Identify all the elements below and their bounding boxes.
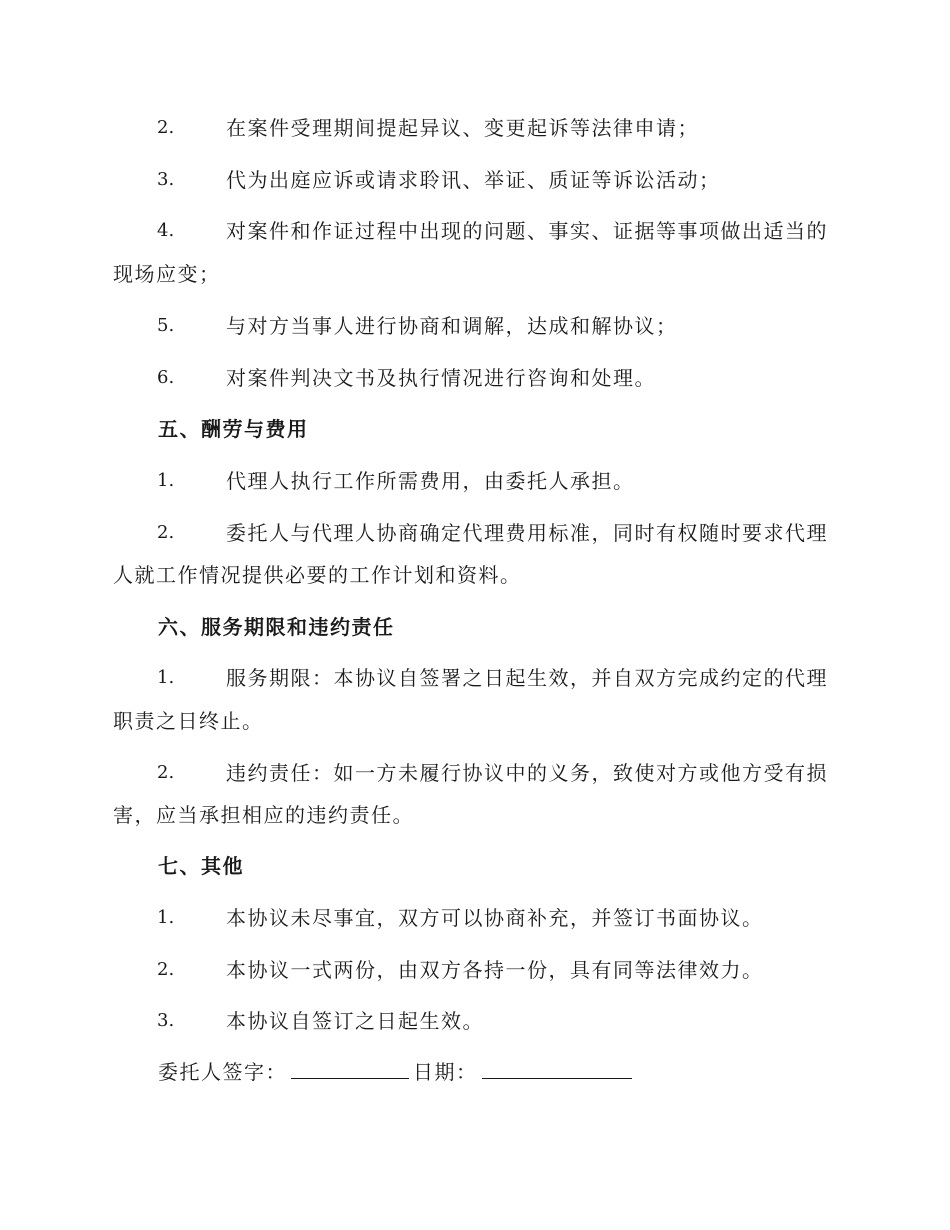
item-text: 本协议一式两份，由双方各持一份，具有同等法律效力。 [226,958,764,982]
item-text: 服务期限：本协议自签署之日起生效，并自双方完成约定的代理 [226,666,828,690]
item-text: 代理人执行工作所需费用，由委托人承担。 [226,469,635,493]
client-signature-label: 委托人签字： [158,1060,287,1084]
item-number: 2. [157,959,175,980]
item-text-continued: 现场应变； [113,262,221,286]
item-text: 对案件判决文书及执行情况进行咨询和处理。 [226,366,656,390]
item-number: 2. [157,522,175,543]
item-text-continued: 人就工作情况提供必要的工作计划和资料。 [113,563,522,587]
item-number: 3. [157,1010,175,1031]
section-heading: 五、酬劳与费用 [158,417,309,441]
client-signature-field[interactable] [291,1058,409,1079]
item-text: 在案件受理期间提起异议、变更起诉等法律申请； [226,116,699,140]
item-text: 违约责任：如一方未履行协议中的义务，致使对方或他方受有损 [226,761,828,785]
item-number: 1. [157,907,175,928]
signature-row [158,1058,636,1085]
item-number: 3. [157,169,175,190]
item-number: 5. [157,315,175,336]
item-text: 与对方当事人进行协商和调解，达成和解协议； [226,314,678,338]
date-label: 日期： [413,1060,478,1084]
item-text: 代为出庭应诉或请求聆讯、举证、质证等诉讼活动； [226,168,721,192]
item-number: 2. [157,117,175,138]
section-heading: 七、其他 [158,854,244,878]
item-text: 本协议未尽事宜，双方可以协商补充，并签订书面协议。 [226,906,764,930]
date-field[interactable] [482,1058,632,1079]
item-text: 本协议自签订之日起生效。 [226,1009,484,1033]
item-number: 4. [157,220,175,241]
item-number: 1. [157,667,175,688]
item-number: 6. [157,367,175,388]
item-text-continued: 害，应当承担相应的违约责任。 [113,803,414,827]
item-text-continued: 职责之日终止。 [113,709,264,733]
item-number: 1. [157,470,175,491]
item-number: 2. [157,762,175,783]
section-heading: 六、服务期限和违约责任 [158,615,395,639]
item-text: 对案件和作证过程中出现的问题、事实、证据等事项做出适当的 [226,219,828,243]
item-text: 委托人与代理人协商确定代理费用标准，同时有权随时要求代理 [226,521,828,545]
